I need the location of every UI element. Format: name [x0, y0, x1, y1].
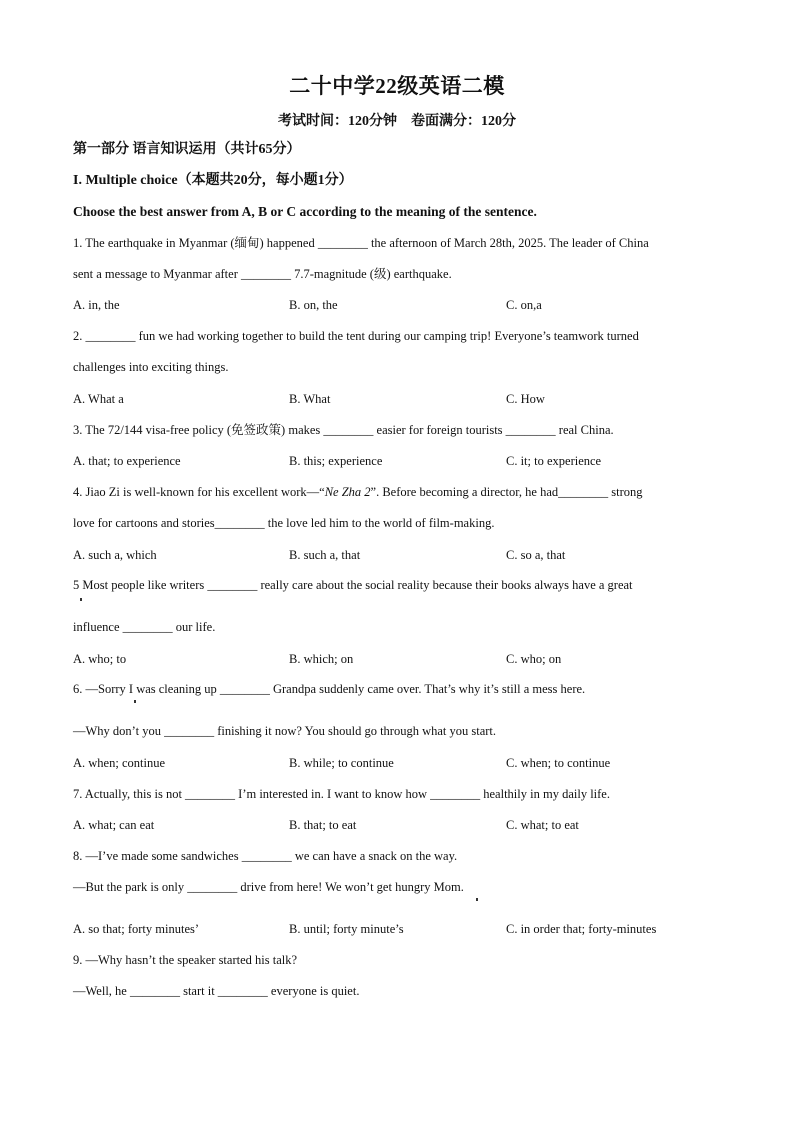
- question-6-options: [73, 755, 723, 771]
- option-b: B. on, the: [289, 298, 338, 312]
- question-4-options: [73, 547, 723, 563]
- film-title: Ne Zha 2: [324, 485, 371, 499]
- option-a: A. so that; forty minutes’: [73, 922, 200, 936]
- question-1-line-2: sent a message to Myanmar after ________ 7.7-magnitude (级) earthquake.: [73, 267, 452, 281]
- question-8-line-1: 8. —I’ve made some sandwiches ________ we can have a snack on the way.: [73, 849, 458, 863]
- option-a: A. who; to: [73, 652, 127, 666]
- option-c: C. what; to eat: [506, 818, 579, 832]
- option-c: C. on,a: [506, 298, 542, 312]
- question-2-line-2: challenges into exciting things.: [73, 360, 229, 374]
- option-a: A. in, the: [73, 298, 120, 312]
- option-a: A. when; continue: [73, 756, 165, 770]
- question-7-line-1: 7. Actually, this is not ________ I’m interested in. I want to know how ________ healthily in my daily life.: [73, 787, 610, 801]
- option-b: B. until; forty minute’s: [289, 922, 404, 936]
- question-4-line-1: [73, 484, 643, 500]
- option-b: B. What: [289, 392, 331, 406]
- exam-info: 考试时间：120分钟 卷面满分：120分: [278, 114, 516, 129]
- option-c: C. it; to experience: [506, 454, 602, 468]
- stray-mark: [476, 898, 478, 901]
- option-a: A. such a, which: [73, 548, 157, 562]
- question-8-options: [73, 921, 723, 937]
- question-3-options: [73, 453, 723, 469]
- option-c: C. when; to continue: [506, 756, 611, 770]
- option-b: B. which; on: [289, 652, 354, 666]
- option-b: B. that; to eat: [289, 818, 357, 832]
- option-b: B. this; experience: [289, 454, 383, 468]
- question-4-text-end: ”. Before becoming a director, he had________ strong: [370, 485, 643, 499]
- section-heading: I. Multiple choice（本题共20分，每小题1分）: [73, 173, 353, 188]
- stray-mark: [80, 598, 82, 601]
- question-6-line-1: 6. —Sorry I was cleaning up ________ Grandpa suddenly came over. That’s why it’s still a mess here.: [73, 682, 586, 696]
- page-title: 二十中学22级英语二模: [289, 74, 505, 98]
- question-2-options: [73, 391, 723, 407]
- question-9-line-2: —Well, he ________ start it ________ everyone is quiet.: [73, 984, 360, 998]
- option-a: A. that; to experience: [73, 454, 181, 468]
- question-6-line-2: —Why don’t you ________ finishing it now? You should go through what you start.: [73, 724, 497, 738]
- question-9-line-1: 9. —Why hasn’t the speaker started his talk?: [73, 953, 298, 967]
- option-c: C. so a, that: [506, 548, 566, 562]
- option-b: B. such a, that: [289, 548, 361, 562]
- option-c: C. in order that; forty-minutes: [506, 922, 657, 936]
- stray-mark: [134, 700, 136, 703]
- question-5-options: [73, 651, 723, 667]
- question-3-line-1: 3. The 72/144 visa-free policy (免签政策) makes ________ easier for foreign tourists ________ real China.: [73, 423, 614, 437]
- instruction: Choose the best answer from A, B or C according to the meaning of the sentence.: [73, 204, 537, 219]
- question-5-line-2: influence ________ our life.: [73, 620, 216, 634]
- part-heading: 第一部分 语言知识运用（共计65分）: [73, 142, 301, 157]
- question-8-line-2: —But the park is only ________ drive from here! We won’t get hungry Mom.: [73, 880, 464, 894]
- question-4-text-start: 4. Jiao Zi is well-known for his excellent work—“: [73, 485, 325, 499]
- option-b: B. while; to continue: [289, 756, 394, 770]
- question-1-options: [73, 297, 723, 313]
- question-7-options: [73, 817, 723, 833]
- question-1-line-1: 1. The earthquake in Myanmar (缅甸) happened ________ the afternoon of March 28th, 2025. The leader of China: [73, 236, 649, 250]
- option-a: A. what; can eat: [73, 818, 155, 832]
- question-2-line-1: 2. ________ fun we had working together to build the tent during our camping trip! Everyone’s teamwork turned: [73, 329, 639, 343]
- option-c: C. who; on: [506, 652, 562, 666]
- question-5-line-1: 5 Most people like writers ________ really care about the social reality because their books always have a great: [73, 578, 633, 592]
- option-c: C. How: [506, 392, 545, 406]
- question-4-line-2: love for cartoons and stories________ the love led him to the world of film-making.: [73, 516, 495, 530]
- option-a: A. What a: [73, 392, 124, 406]
